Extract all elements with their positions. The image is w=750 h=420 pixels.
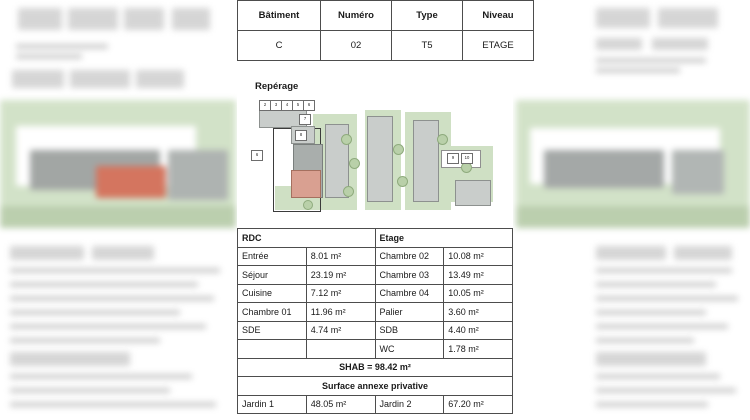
plan-marker: 9 <box>447 153 459 164</box>
header-batiment: Bâtiment <box>238 1 321 31</box>
tree-icon <box>349 158 360 169</box>
annexe-area: 67.20 m² <box>444 395 513 414</box>
header-niveau: Niveau <box>463 1 534 31</box>
plan-marker: 8 <box>295 130 307 141</box>
table-row <box>238 303 513 322</box>
plan-marker: 7 <box>299 114 311 125</box>
tree-icon <box>343 186 354 197</box>
plan-marker: 6 <box>303 100 315 111</box>
plan-marker: 6 <box>251 150 263 161</box>
tree-icon <box>393 144 404 155</box>
room-area: 4.40 m² <box>444 321 513 340</box>
plan-marker: 10 <box>461 153 473 164</box>
table-row <box>238 395 513 414</box>
site-plan <box>245 100 505 220</box>
room-area: 1.78 m² <box>444 340 513 359</box>
header-type: Type <box>392 1 463 31</box>
plan-marker: 3 <box>270 100 282 111</box>
room-name: Cuisine <box>238 284 307 303</box>
room-name: Palier <box>375 303 444 322</box>
room-area: 4.74 m² <box>306 321 375 340</box>
lot-detail-card <box>237 0 513 420</box>
shab-total: SHAB = 98.42 m² <box>238 358 513 377</box>
table-row <box>238 247 513 266</box>
identity-header-row <box>238 1 534 31</box>
plan-marker: 5 <box>292 100 304 111</box>
annexe-name: Jardin 2 <box>375 395 444 414</box>
shab-row <box>238 358 513 377</box>
table-row <box>238 340 513 359</box>
room-name: Chambre 03 <box>375 266 444 285</box>
building-block <box>455 180 491 206</box>
room-area: 13.49 m² <box>444 266 513 285</box>
room-name: WC <box>375 340 444 359</box>
room-area: 8.01 m² <box>306 247 375 266</box>
room-name: Entrée <box>238 247 307 266</box>
tree-icon <box>397 176 408 187</box>
building-block <box>367 116 393 202</box>
plan-marker: 2 <box>259 100 271 111</box>
room-area: 10.08 m² <box>444 247 513 266</box>
annexe-title: Surface annexe privative <box>238 377 513 396</box>
tree-icon <box>341 134 352 145</box>
surfaces-table <box>237 228 513 414</box>
highlighted-lot <box>291 170 321 198</box>
room-area: 7.12 m² <box>306 284 375 303</box>
room-name: Chambre 01 <box>238 303 307 322</box>
annexe-area: 48.05 m² <box>306 395 375 414</box>
reperage-title: Repérage <box>255 81 299 92</box>
room-name: Chambre 04 <box>375 284 444 303</box>
room-name: Chambre 02 <box>375 247 444 266</box>
room-area: 10.05 m² <box>444 284 513 303</box>
tree-icon <box>437 134 448 145</box>
annexe-header-row <box>238 377 513 396</box>
room-area: 3.60 m² <box>444 303 513 322</box>
room-name-empty <box>238 340 307 359</box>
identity-value-row <box>238 31 534 61</box>
room-name: Séjour <box>238 266 307 285</box>
room-area: 11.96 m² <box>306 303 375 322</box>
value-batiment: C <box>238 31 321 61</box>
header-etage: Etage <box>375 229 513 248</box>
identity-table <box>237 0 534 61</box>
value-niveau: ETAGE <box>463 31 534 61</box>
table-row <box>238 284 513 303</box>
value-numero: 02 <box>321 31 392 61</box>
value-type: T5 <box>392 31 463 61</box>
table-row <box>238 321 513 340</box>
surfaces-header-row <box>238 229 513 248</box>
room-area-empty <box>306 340 375 359</box>
annexe-name: Jardin 1 <box>238 395 307 414</box>
table-row <box>238 266 513 285</box>
building-block <box>413 120 439 202</box>
tree-icon <box>303 200 313 210</box>
header-numero: Numéro <box>321 1 392 31</box>
room-area: 23.19 m² <box>306 266 375 285</box>
room-name: SDE <box>238 321 307 340</box>
plan-marker: 4 <box>281 100 293 111</box>
header-rdc: RDC <box>238 229 376 248</box>
room-name: SDB <box>375 321 444 340</box>
